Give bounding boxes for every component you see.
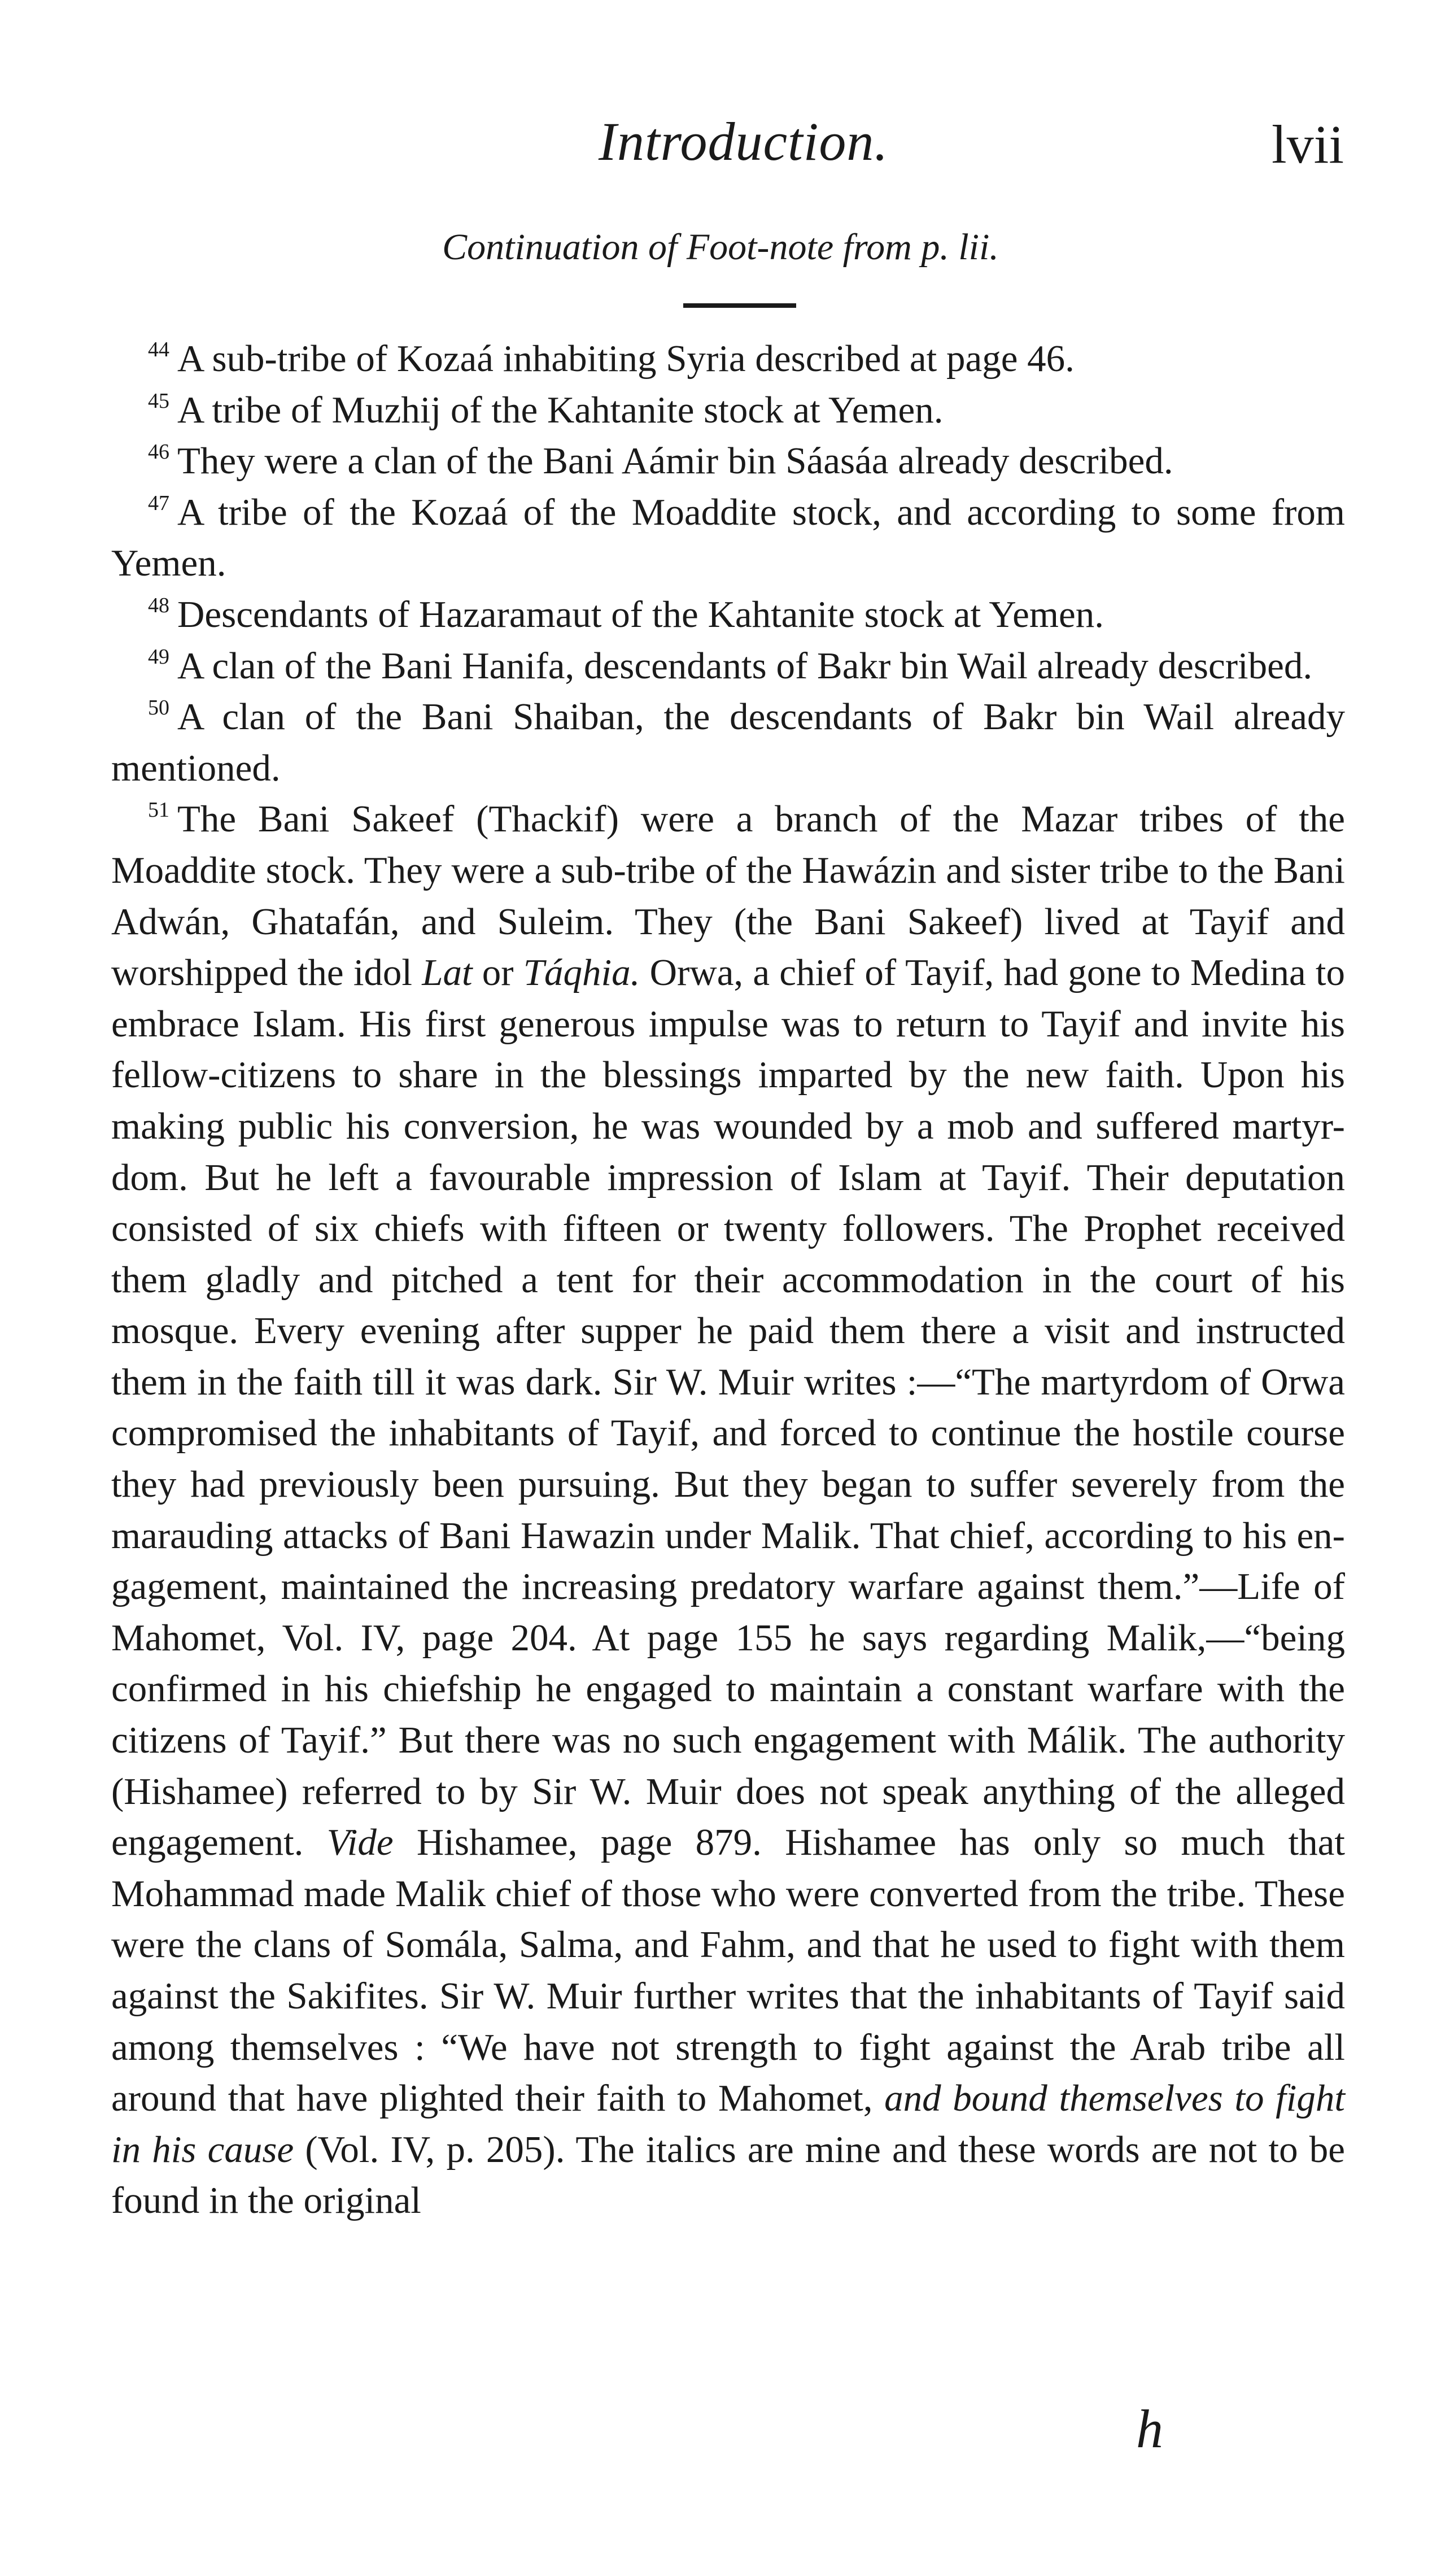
running-head-title: Introduction. [599, 111, 889, 172]
footnote-48 [111, 589, 1345, 640]
footnote-text: A sub-tribe of Kozaá inhabiting Syria described at page 46. [177, 338, 1075, 380]
footnote-text: Orwa, a chief of Tayif, had gone to Medina to embrace Islam. His first generous impulse was to return to Tayif and invite his fellow-citizens to share in the blessings imparted by the new faith. Upon his making public his conversion, he was wounded by a mob and suffered martyr-dom. But he left a favourable impression of Islam at Tayif. Their deputation consisted of six chiefs with fifteen or twenty followers. The Prophet received them gladly and pitched a tent for their accommodation in the court of his mosque. Every evening after supper he paid them there a visit and instructed them in the faith till it was dark. Sir W. Muir writes :—“The martyrdom of Orwa compromised the inhabitants of Tayif, and forced to continue the hostile course they had previously been pursuing. But they began to suffer severely from the marauding attacks of Bani Hawazin under Malik. That chief, according to his en-gagement, maintained the increasing predatory warfare against them.”—Life of Mahomet, Vol. IV, page 204. At page 155 he says regarding Malik,—“being confirmed in his chiefship he engaged to maintain a constant warfare with the citizens of Tayif.” But there was no such engagement with Málik. The authority (Hishamee) referred to by Sir W. Muir does not speak anything of the alleged engagement. [111, 952, 1346, 1864]
footnote-text: They were a clan of the Bani Aámir bin Sáasáa already described. [177, 440, 1173, 482]
page-number: lvii [1272, 114, 1344, 175]
footnote-number: 48 [148, 593, 169, 617]
italic-text: and bound themselves to fight in his cause [111, 2077, 1345, 2170]
footnote-text: A clan of the Bani Shaiban, the descendants of Bakr bin Wail already mentioned. [111, 696, 1345, 789]
footnote-46 [111, 435, 1345, 487]
signature-mark: h [1136, 2399, 1163, 2459]
footnote-44 [111, 333, 1345, 385]
footnote-text: or [472, 952, 523, 994]
continuation-heading: Continuation of Foot-note from p. lii. [442, 226, 999, 268]
footnote-51 [111, 794, 1345, 2226]
italic-text: Táqhia. [523, 952, 640, 994]
footnote-number: 45 [148, 389, 169, 413]
footnote-text: (Vol. IV, p. 205). The italics are mine and these words are not to be found in the original [111, 2128, 1345, 2222]
heading-rule [683, 303, 796, 308]
footnote-50 [111, 691, 1345, 794]
footnote-number: 44 [148, 338, 169, 361]
footnote-47 [111, 487, 1345, 589]
footnote-number: 46 [148, 440, 169, 464]
footnote-text: The Bani Sakeef (Thackif) were a branch of the Mazar tribes of the Moaddite stock. They were a sub-tribe of the Hawázin and sister tribe to the Bani Adwán, Ghatafán, and Suleim. They (the Bani Sakeef) lived at Tayif and worshipped the idol [111, 798, 1345, 994]
footnote-45 [111, 385, 1345, 436]
footnote-text: Hishamee, page 879. Hishamee has only so much that Mohammad made Malik chief of those who were converted from the tribe. These were the clans of Somála, Salma, and Fahm, and that he used to fight with them against the Sakifites. Sir W. Muir further writes that the inhabitants of Tayif said among themselves : “We have not strength to fight against the Arab tribe all around that have plighted their faith to Mahomet, [111, 1821, 1345, 2120]
footnote-text: Descendants of Hazaramaut of the Kahtanite stock at Yemen. [177, 593, 1104, 635]
footnote-49 [111, 640, 1345, 692]
footnotes-section [111, 333, 1345, 2226]
footnote-number: 50 [148, 696, 169, 720]
footnote-number: 51 [148, 798, 169, 822]
footnote-text: A clan of the Bani Hanifa, descendants of Bakr bin Wail already described. [177, 644, 1313, 687]
footnote-text: A tribe of Muzhij of the Kahtanite stock at Yemen. [177, 389, 944, 431]
footnote-number: 47 [148, 491, 169, 515]
footnote-text: A tribe of the Kozaá of the Moaddite stock, and according to some from Yemen. [111, 491, 1345, 585]
italic-text: Lat [422, 952, 473, 994]
footnote-number: 49 [148, 644, 169, 669]
italic-text: Vide [326, 1821, 394, 1864]
